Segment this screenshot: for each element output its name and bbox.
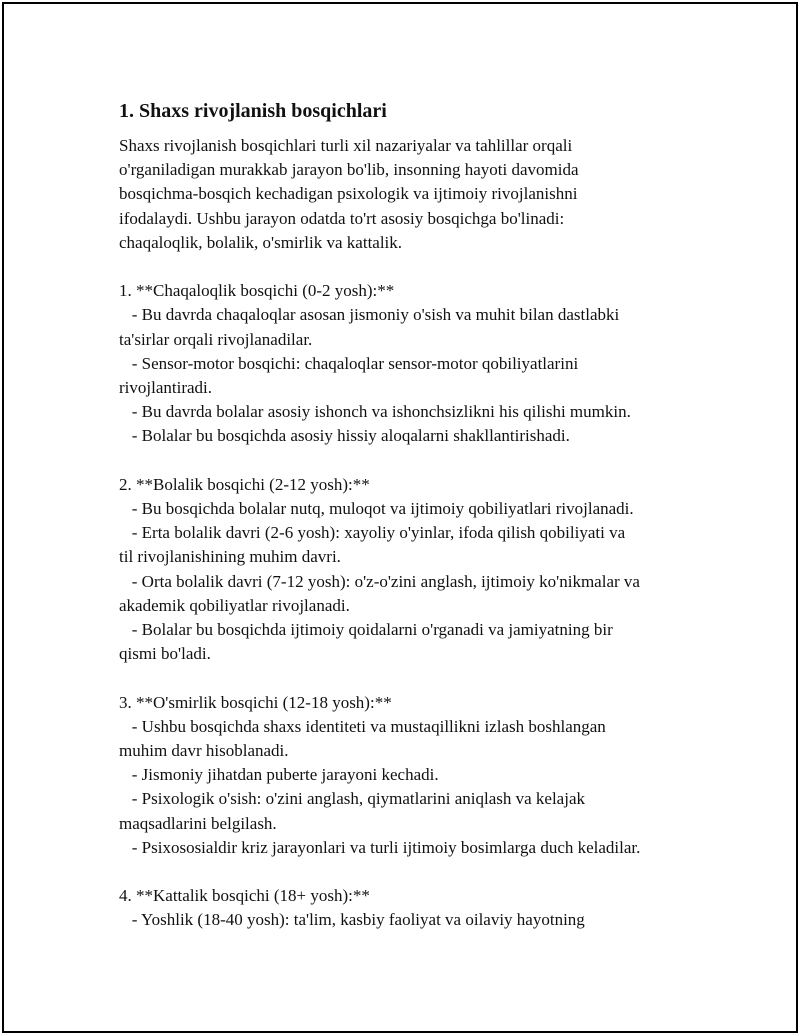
text-line: akademik qobiliyatlar rivojlanadi.: [119, 595, 350, 615]
text-line: - Erta bolalik davri (2-6 yosh): xayoliy o'yinlar, ifoda qilish qobiliyati va: [119, 523, 626, 543]
text-line: - Bu bosqichda bolalar nutq, muloqot va ijtimoiy qobiliyatlari rivojlanadi.: [119, 499, 634, 519]
text-line: - Psixososialdir kriz jarayonlari va turli ijtimoiy bosimlarga duch keladilar.: [119, 837, 641, 857]
document-page: [2, 2, 798, 1033]
text-line: - Bolalar bu bosqichda asosiy hissiy aloqalarni shakllantirishadi.: [119, 426, 570, 446]
text-line: bosqichma-bosqich kechadigan psixologik va ijtimoiy rivojlanishni: [119, 184, 578, 204]
text-line: - Jismoniy jihatdan puberte jarayoni kechadi.: [119, 765, 439, 785]
text-line: - Bolalar bu bosqichda ijtimoiy qoidalarni o'rganadi va jamiyatning bir: [119, 620, 613, 640]
text-line: - Yoshlik (18-40 yosh): ta'lim, kasbiy faoliyat va oilaviy hayotning: [119, 910, 585, 930]
document-title: 1. Shaxs rivojlanish bosqichlari: [119, 100, 387, 122]
text-line: chaqaloqlik, bolalik, o'smirlik va kattalik.: [119, 232, 403, 252]
text-line: 4. **Kattalik bosqichi (18+ yosh):**: [119, 886, 370, 906]
text-line: Shaxs rivojlanish bosqichlari turli xil nazariyalar va tahlillar orqali: [119, 136, 573, 155]
text-line: muhim davr hisoblanadi.: [119, 741, 289, 761]
blank-line: [119, 255, 699, 279]
text-line: - Bu davrda chaqaloqlar asosan jismoniy o'sish va muhit bilan dastlabki: [119, 305, 620, 325]
text-line: - Psixologik o'sish: o'zini anglash, qiymatlarini aniqlash va kelajak: [119, 789, 585, 809]
text-line: qismi bo'ladi.: [119, 644, 211, 664]
text-line: - Orta bolalik davri (7-12 yosh): o'z-o'zini anglash, ijtimoiy ko'nikmalar va: [119, 571, 640, 591]
text-line: ifodalaydi. Ushbu jarayon odatda to'rt asosiy bosqichga bo'linadi:: [119, 208, 565, 228]
text-line: 2. **Bolalik bosqichi (2-12 yosh):**: [119, 474, 370, 494]
document-content: [119, 97, 699, 933]
document-body: [119, 134, 699, 933]
text-line: 3. **O'smirlik bosqichi (12-18 yosh):**: [119, 692, 392, 712]
text-line: til rivojlanishining muhim davri.: [119, 547, 341, 567]
text-line: - Bu davrda bolalar asosiy ishonch va ishonchsizlikni his qilishi mumkin.: [119, 402, 631, 422]
text-line: o'rganiladigan murakkab jarayon bo'lib, insonning hayoti davomida: [119, 160, 579, 180]
text-line: ta'sirlar orqali rivojlanadilar.: [119, 329, 313, 349]
text-line: - Ushbu bosqichda shaxs identiteti va mustaqillikni izlash boshlangan: [119, 716, 606, 736]
text-line: - Sensor-motor bosqichi: chaqaloqlar sensor-motor qobiliyatlarini: [119, 353, 579, 373]
blank-line: [119, 449, 699, 473]
text-line: maqsadlarini belgilash.: [119, 813, 277, 833]
blank-line: [119, 860, 699, 884]
blank-line: [119, 666, 699, 690]
text-line: rivojlantiradi.: [119, 378, 213, 398]
text-line: 1. **Chaqaloqlik bosqichi (0-2 yosh):**: [119, 281, 395, 301]
